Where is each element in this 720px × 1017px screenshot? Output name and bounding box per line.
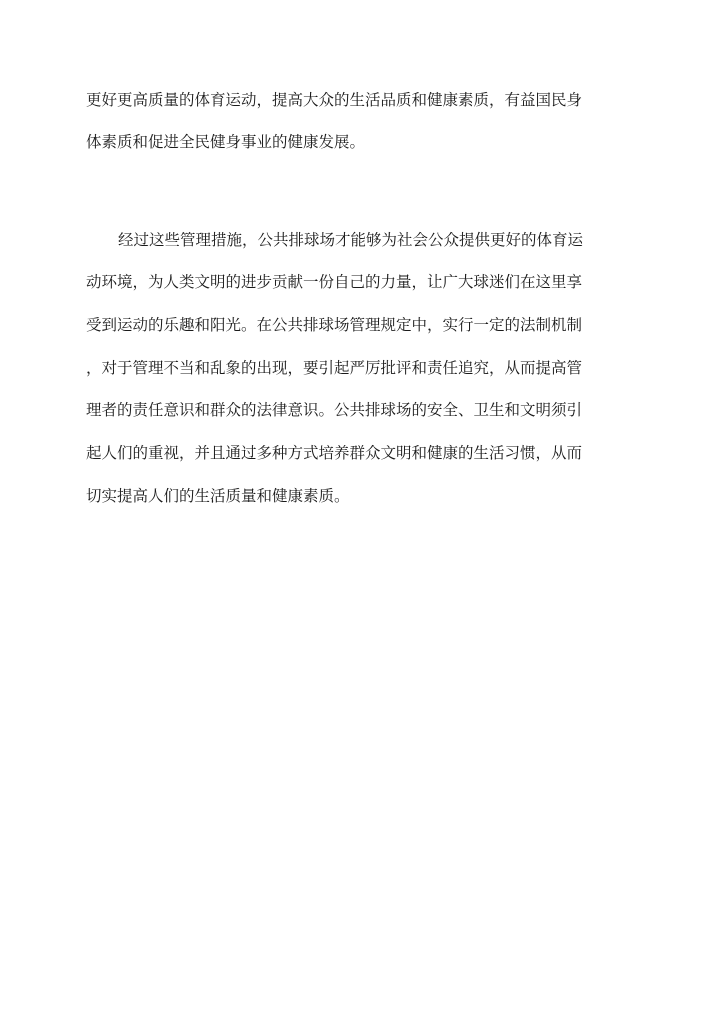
text-line: 受到运动的乐趣和阳光。在公共排球场管理规定中，实行一定的法制机制 (86, 316, 583, 334)
text-line: 动环境，为人类文明的进步贡献一份自己的力量，让广大球迷们在这里享 (86, 273, 583, 291)
text-line: 体素质和促进全民健身事业的健康发展。 (86, 133, 366, 151)
text-line: 经过这些管理措施，公共排球场才能够为社会公众提供更好的体育运 (118, 231, 584, 249)
text-line: 理者的责任意识和群众的法律意识。公共排球场的安全、卫生和文明须引 (86, 401, 583, 419)
text-line: ，对于管理不当和乱象的出现，要引起严厉批评和责任追究，从而提高管 (86, 359, 583, 377)
text-line: 更好更高质量的体育运动，提高大众的生活品质和健康素质，有益国民身 (86, 91, 583, 109)
text-line: 起人们的重视，并且通过多种方式培养群众文明和健康的生活习惯，从而 (86, 444, 583, 462)
text-line: 切实提高人们的生活质量和健康素质。 (86, 487, 350, 505)
